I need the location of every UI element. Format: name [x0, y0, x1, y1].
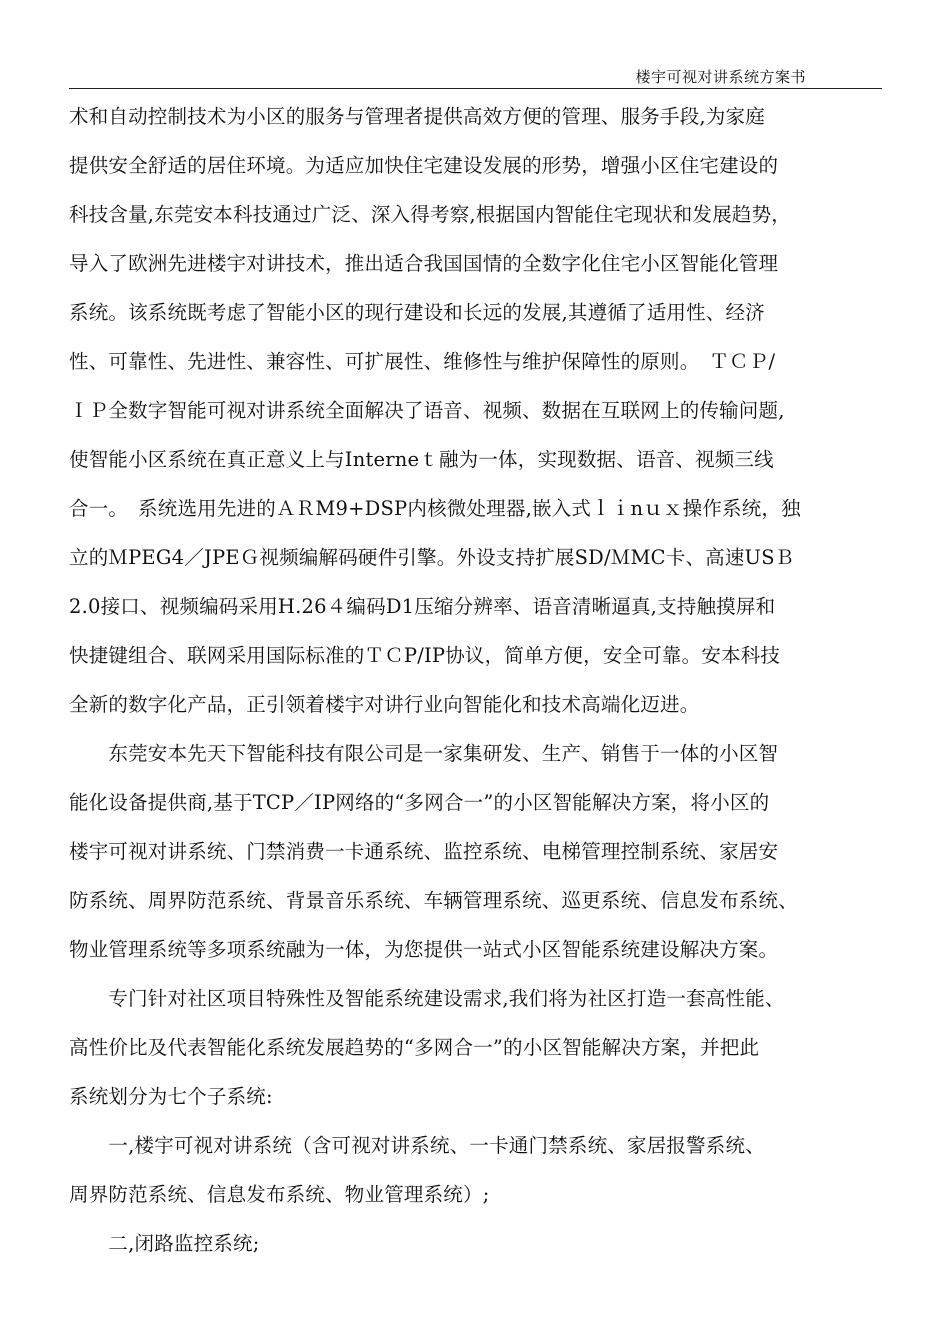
text-line: 2.0接口、视频编码采用H.26４编码D1压缩分辨率、语音清晰逼真,支持触摸屏和: [69, 595, 776, 618]
text-line: 合一。 系统选用先进的ＡＲM9+DSP内核微处理器,嵌入式ｌｉnｕｘ操作系统，独: [69, 497, 801, 520]
text-line: 术和自动控制技术为小区的服务与管理者提供高效方便的管理、服务手段,为家庭: [69, 105, 765, 128]
text-line: 立的ＭPEG4／JPEＧ视频编解码硬件引擎。外设支持扩展SD/ＭMC卡、高速USＢ: [69, 546, 795, 569]
text-line: 周界防范系统、信息发布系统、物业管理系统）;: [69, 1183, 490, 1206]
text-line: 能化设备提供商,基于TCP／IP网络的“多网合一”的小区智能解决方案，将小区的: [69, 791, 770, 814]
text-line: 系统。该系统既考虑了智能小区的现行建设和长远的发展,其遵循了适用性、经济: [69, 301, 765, 324]
text-line: 系统划分为七个子系统:: [69, 1085, 273, 1108]
text-line: 楼宇可视对讲系统、门禁消费一卡通系统、监控系统、电梯管理控制系统、家居安: [69, 840, 779, 863]
document-body: [69, 92, 891, 1268]
text-line: 防系统、周界防范系统、背景音乐系统、车辆管理系统、巡更系统、信息发布系统、: [69, 889, 798, 912]
text-line: 科技含量,东莞安本科技通过广泛、深入得考察,根据国内智能住宅现状和发展趋势，: [69, 203, 791, 226]
header-title: 楼宇可视对讲系统方案书: [635, 68, 806, 86]
text-line: 一,楼宇可视对讲系统（含可视对讲系统、一卡通门禁系统、家居报警系统、: [69, 1134, 765, 1157]
text-line: ＩＰ全数字智能可视对讲系统全面解决了语音、视频、数据在互联网上的传输问题,: [69, 399, 785, 422]
text-line: 东莞安本先天下智能科技有限公司是一家集研发、生产、销售于一体的小区智: [69, 742, 779, 765]
text-line: 使智能小区系统在真正意义上与Interneｔ融为一体，实现数据、语音、视频三线: [69, 448, 774, 471]
text-line: 全新的数字化产品，正引领着楼宇对讲行业向智能化和技术高端化迈进。: [69, 693, 700, 716]
page-header: [69, 64, 882, 89]
text-line: 提供安全舒适的居住环境。为适应加快住宅建设发展的形势，增强小区住宅建设的: [69, 154, 779, 177]
text-line: 导入了欧洲先进楼宇对讲技术，推出适合我国国情的全数字化住宅小区智能化管理: [69, 252, 779, 275]
text-line: 二,闭路监控系统;: [69, 1232, 260, 1255]
text-line: 高性价比及代表智能化系统发展趋势的“多网合一”的小区智能解决方案，并把此: [69, 1036, 760, 1059]
text-line: 专门针对社区项目特殊性及智能系统建设需求,我们将为社区打造一套高性能、: [69, 987, 785, 1010]
text-line: 物业管理系统等多项系统融为一体，为您提供一站式小区智能系统建设解决方案。: [69, 938, 779, 961]
text-line: 快捷键组合、联网采用国际标准的ＴＣP/IP协议，简单方便，安全可靠。安本科技: [69, 644, 781, 667]
text-line: 性、可靠性、先进性、兼容性、可扩展性、维修性与维护保障性的原则。 ＴＣＰ/: [69, 350, 776, 373]
